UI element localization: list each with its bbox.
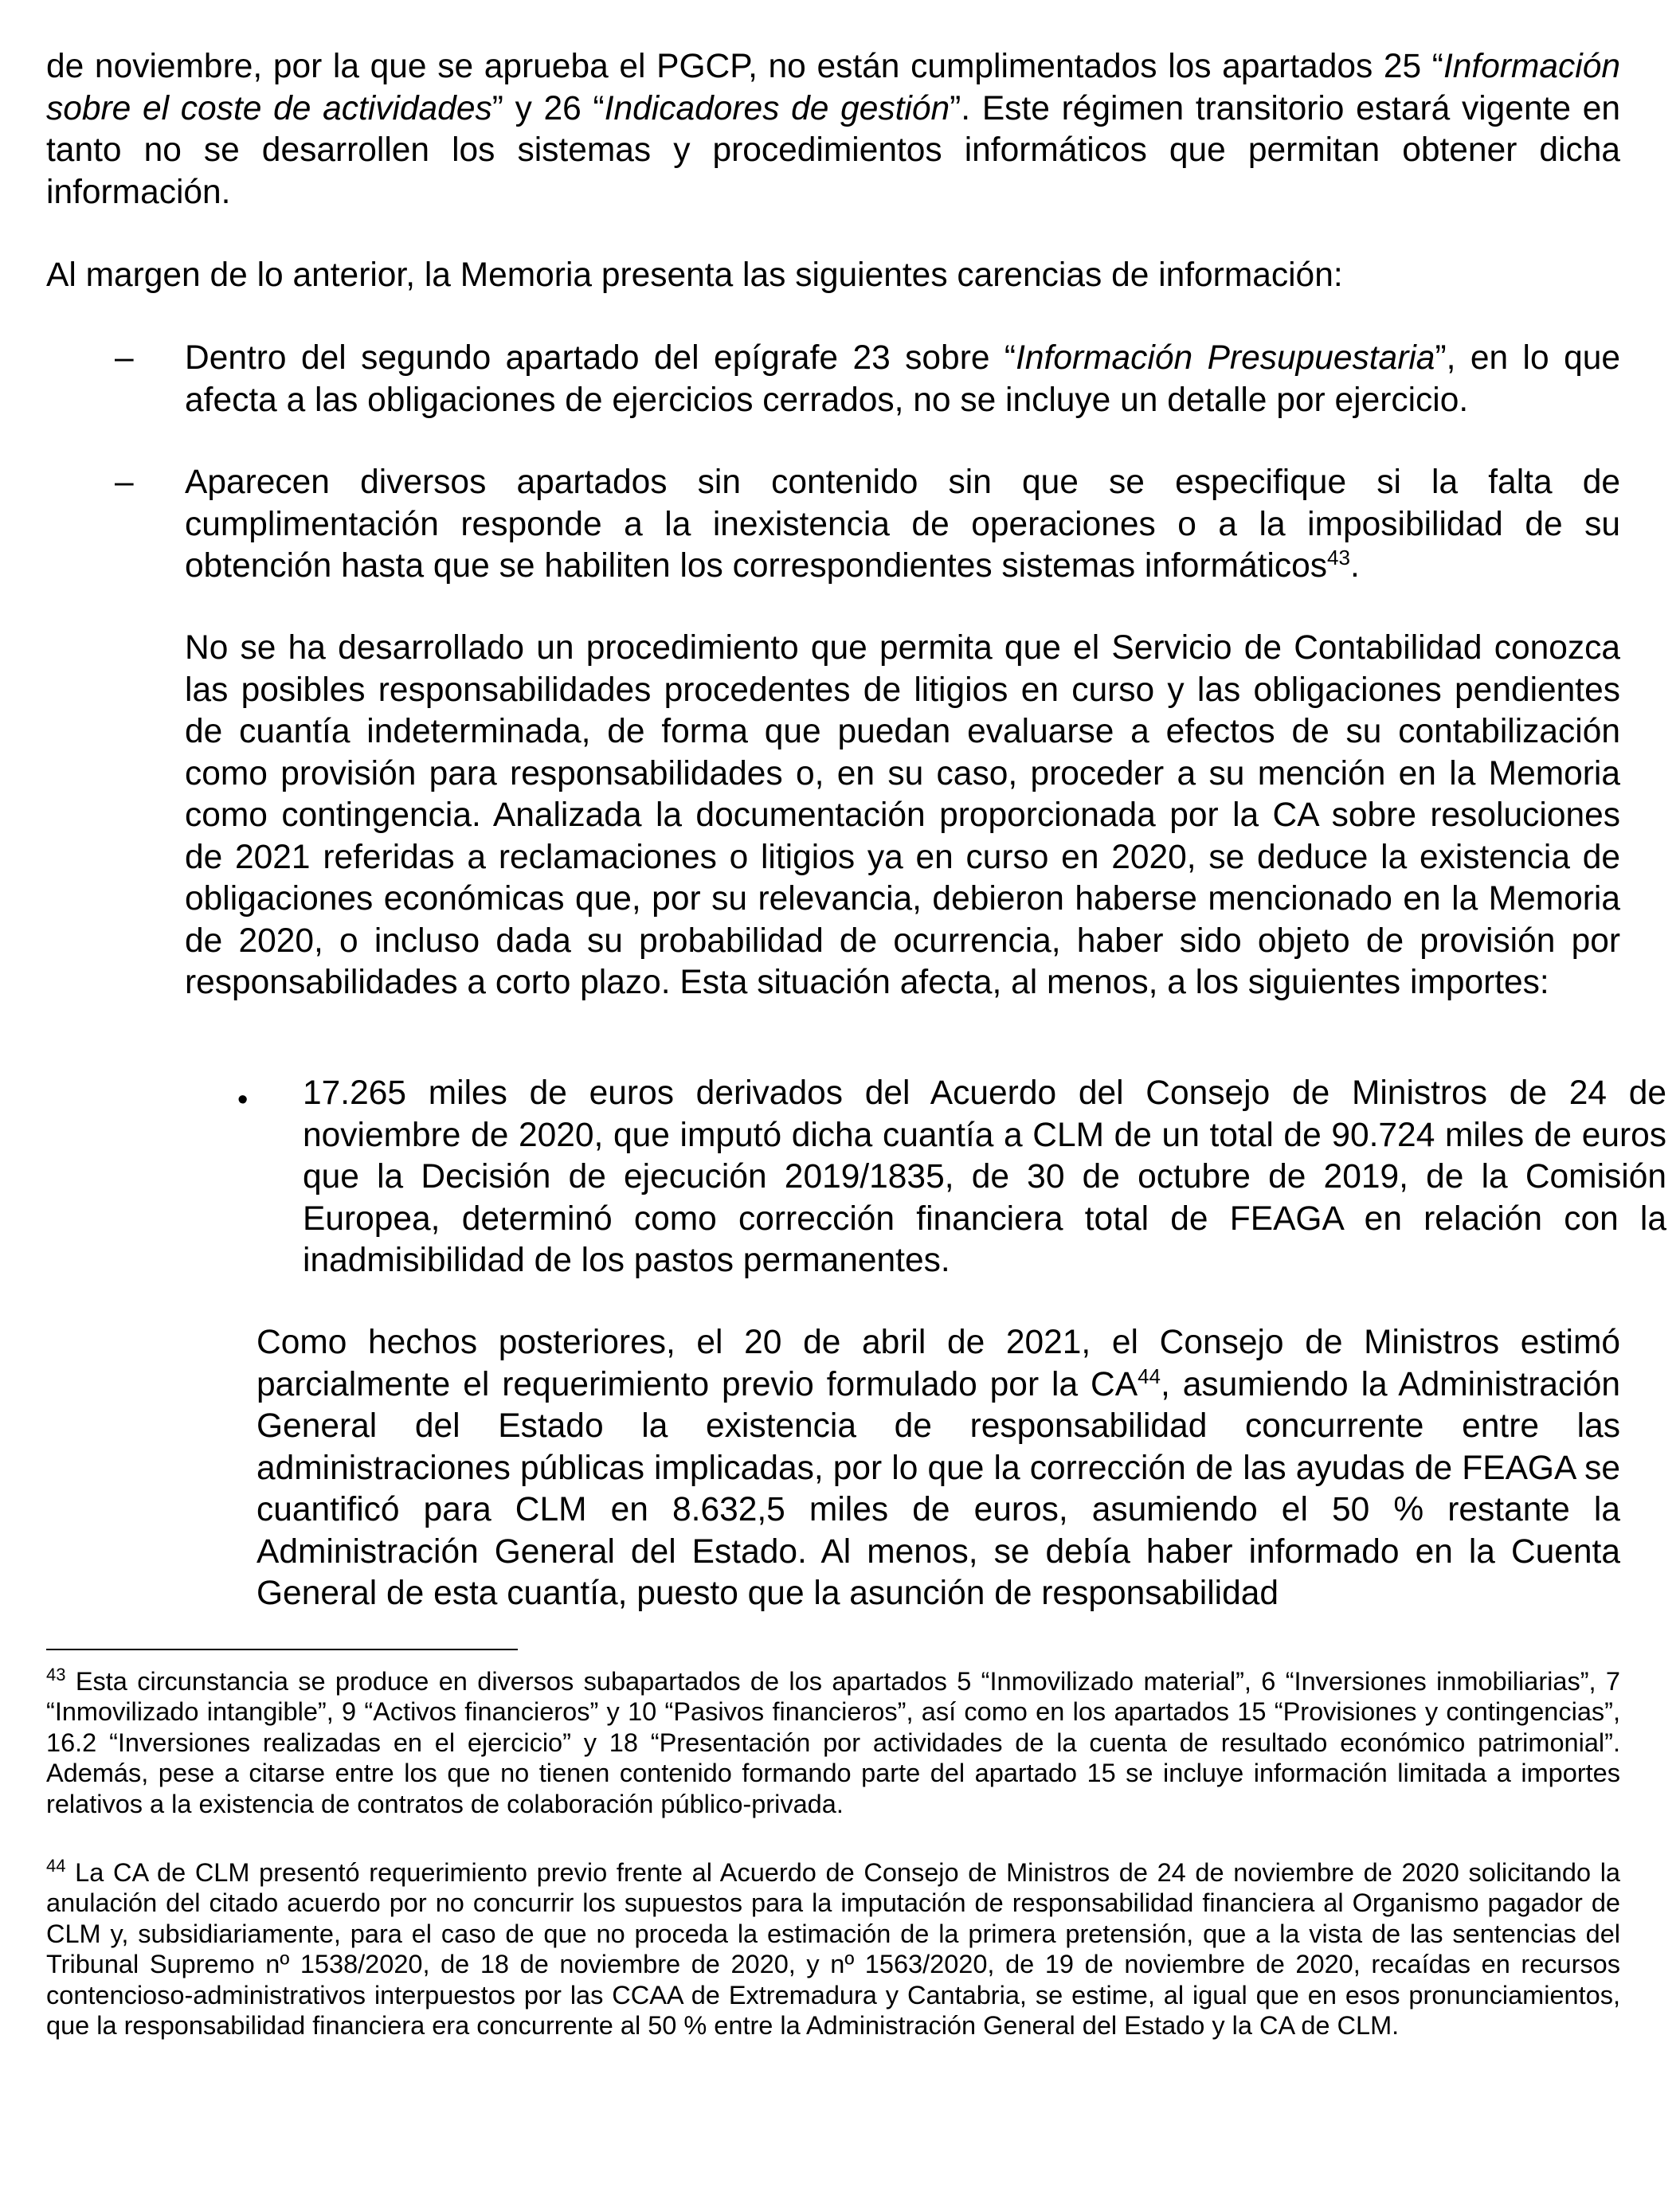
intro-paragraph: [46, 46, 1620, 213]
provision-paragraph-text: No se ha desarrollado un procedimiento que permita que el Servicio de Contabilidad conozca las posibles responsabilidades procedentes de litigios en curso y las obligaciones pendientes de cuantía indeterminada, de forma que puedan evaluarse a efectos de su contabilización como provisión para responsabilidades o, en su caso, proceder a su mención en la Memoria como contingencia. Analizada la documentación proporcionada por la CA sobre resoluciones de 2021 referidas a reclamaciones o litigios ya en curso en 2020, se deduce la existencia de obligaciones económicas que, por su relevancia, debieron haberse mencionado en la Memoria de 2020, o incluso dada su probabilidad de ocurrencia, haber sido objeto de provisión por responsabilidades a corto plazo. Esta situación afecta, al menos, a los siguientes importes:: [185, 629, 1620, 1001]
intro-text-3: ”. Este régimen transitorio estará vigente en tanto no se desarrollen los sistemas y procedimientos informáticos que permitan obtener dicha información.: [46, 89, 1621, 211]
footnote-separator: [46, 1649, 518, 1650]
hechos-text-2: , asumiendo la Administración General del Estado la existencia de responsabilidad concurrente entre las administraciones públicas implicadas, por lo que la corrección de las ayudas de FEAGA se cuantificó para CLM en 8.632,5 miles de euros, asumiendo el 50 % restante la Administración General del Estado. Al menos, se debía haber informado en la Cuenta General de esta cuantía, puesto que la asunción de responsabilidad: [257, 1365, 1620, 1612]
footnote-number: 44: [46, 1856, 66, 1876]
dash-item-italic: Información Presupuestaria: [1016, 339, 1435, 377]
intro-italic-2: Indicadores de gestión: [604, 89, 950, 127]
dash-marker: –: [115, 339, 134, 377]
footnote-text: La CA de CLM presentó requerimiento previo frente al Acuerdo de Consejo de Ministros de 24 de noviembre de 2020 solicitando la anulación del citado acuerdo por no concurrir los supuestos para la imputación de responsabilidad financiera al Organismo pagador de CLM y, subsidiariamente, para el caso de que no proceda la estimación de la primera pretensión, que a la vista de las sentencias del Tribunal Supremo nº 1538/2020, de 18 de noviembre de 2020, y nº 1563/2020, de 19 de noviembre de 2020, recaídas en recursos contencioso-administrativos interpuestos por las CCAA de Extremadura y Cantabria, se estime, al igual que en esos pronunciamientos, que la responsabilidad financiera era concurrente al 50 % entre la Administración General del Estado y la CA de CLM.: [46, 1858, 1620, 2041]
hechos-text-1: Como hechos posteriores, el 20 de abril de 2021, el Consejo de Ministros estimó parcialmente el requerimiento previo formulado por la CA: [257, 1324, 1620, 1403]
intro-text-2: ” y 26 “: [491, 89, 605, 127]
intro-text-1: de noviembre, por la que se aprueba el PGCP, no están cumplimentados los apartados 25 “: [46, 48, 1443, 85]
dash-item-text: [185, 338, 1620, 421]
bullet-marker: •: [237, 1083, 249, 1117]
dash-marker: –: [115, 464, 134, 501]
dash-item-text-main: Aparecen diversos apartados sin contenido sin que se especifique si la falta de cumplimentación responde a la inexistencia de operaciones o a la imposibilidad de su obtención hasta que se habiliten los correspondientes sistemas informáticos: [185, 464, 1620, 585]
dash-item-text: [185, 462, 1620, 588]
footnote-number: 43: [46, 1665, 66, 1685]
intro-italic-1: Información sobre el coste de actividades: [46, 48, 1620, 127]
dash-item-text-2: ”, en lo que afecta a las obligaciones de ejercicios cerrados, no se incluye un detalle por ejercicio.: [185, 339, 1620, 419]
footnote-ref-43[interactable]: 43: [1327, 545, 1350, 569]
bullet-item-text: 17.265 miles de euros derivados del Acuerdo del Consejo de Ministros de 24 de noviembre de 2020, que imputó dicha cuantía a CLM de un total de 90.724 miles de euros que la Decisión de ejecución 2019/1835, de 30 de octubre de 2019, de la Comisión Europea, determinó como corrección financiera total de FEAGA en relación con la inadmisibilidad de los pastos permanentes.: [303, 1074, 1666, 1279]
footnote-ref-44[interactable]: 44: [1138, 1364, 1161, 1388]
margin-paragraph: [46, 255, 1620, 297]
provision-paragraph: [185, 628, 1620, 1004]
hechos-paragraph: [257, 1322, 1620, 1615]
margin-paragraph-text: Al margen de lo anterior, la Memoria presenta las siguientes carencias de información:: [46, 256, 1343, 294]
dash-item-text-1: Dentro del segundo apartado del epígrafe 23 sobre “: [185, 339, 1016, 377]
footnote-44: [46, 1857, 1620, 2041]
dash-item-text-end: .: [1349, 547, 1360, 585]
footnote-text: Esta circunstancia se produce en diversos subapartados de los apartados 5 “Inmovilizado material”, 6 “Inversiones inmobiliarias”, 7 “Inmovilizado intangible”, 9 “Activos financieros” y 10 “Pasivos financieros”, así como en los apartados 15 “Provisiones y contingencias”, 16.2 “Inversiones realizadas en el ejercicio” y 18 “Presentación por actividades de la cuenta de resultado económico patrimonial”. Además, pese a citarse entre los que no tienen contenido formando parte del apartado 15 se incluye información limitada a importes relativos a la existencia de contratos de colaboración público-privada.: [46, 1667, 1620, 1818]
footnote-43: [46, 1666, 1620, 1819]
